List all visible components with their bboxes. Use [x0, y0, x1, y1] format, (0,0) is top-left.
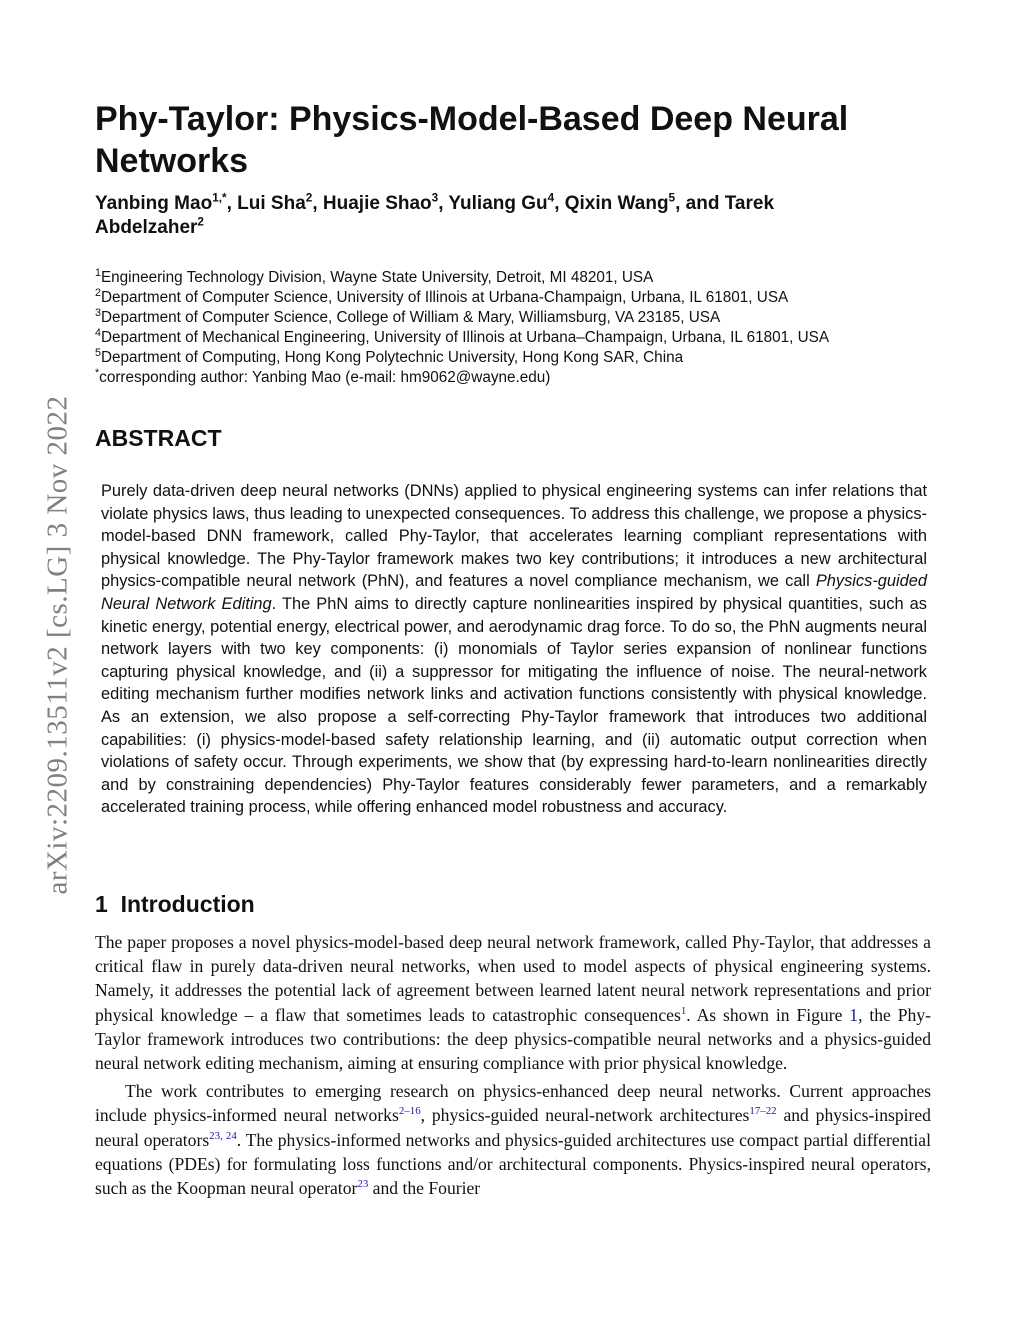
citation-link[interactable]: 23, 24	[209, 1129, 237, 1142]
introduction-body	[95, 930, 931, 1204]
affiliation-item: $^3$Department of Computer Science, College of William & Mary, Williamsburg, VA 23185, USA	[95, 306, 721, 326]
figure-reference-link[interactable]: 1	[849, 1004, 859, 1025]
affiliation-item: *corresponding author: Yanbing Mao (e-mail: hm9062@wayne.edu)	[95, 366, 551, 386]
author: Yanbing Mao$^{1,*}$,	[95, 191, 238, 214]
author: Tarek Abdelzaher$^2$	[95, 193, 775, 238]
affiliation-item: $^4$Department of Mechanical Engineering, University of Illinois at Urbana–Champaign, Urbana, IL 61801, USA	[95, 326, 830, 346]
author: Yuliang Gu$^4$,	[448, 191, 565, 214]
affiliation-item: $^2$Department of Computer Science, University of Illinois at Urbana-Champaign, Urbana, IL 61801, USA	[95, 286, 789, 306]
author-list	[95, 192, 855, 240]
paper-title: Phy-Taylor: Physics-Model-Based Deep Neural Networks	[95, 100, 849, 180]
citation-link[interactable]: 17–22	[749, 1105, 777, 1118]
affiliation-item: $^1$Engineering Technology Division, Wayne State University, Detroit, MI 48201, USA	[95, 266, 654, 286]
citation-link[interactable]: 1	[680, 1004, 687, 1017]
author: Lui Sha$^2$,	[237, 191, 323, 214]
author: Qixin Wang$^5$, and	[564, 191, 725, 214]
affiliation-list	[95, 268, 931, 388]
paragraph: The paper proposes a novel physics-model-based deep neural network framework, called Phy-Taylor, that addresses a critical flaw in purely data-driven neural networks, when used to model aspects of physical engineering systems. Namely, it addresses the potential lack of agreement between learned latent neural network representations and prior physical knowledge – a flaw that sometimes leads to catastrophic consequences$^1$. As shown in Figure 1, the Phy-Taylor framework introduces two contributions: the deep physics-compatible neural networks and a physics-guided neural network editing mechanism, aiming at ensuring compliance with prior physical knowledge.	[95, 932, 931, 1074]
citation-link[interactable]: 23	[357, 1178, 369, 1191]
abstract-heading: ABSTRACT	[95, 425, 222, 451]
author: Huajie Shao$^3$,	[322, 191, 449, 214]
arxiv-identifier-stamp: arXiv:2209.13511v2 [cs.LG] 3 Nov 2022	[41, 395, 74, 895]
affiliation-item: $^5$Department of Computing, Hong Kong Polytechnic University, Hong Kong SAR, China	[95, 346, 684, 366]
citation-link[interactable]: 2–16	[398, 1105, 421, 1118]
section-heading-introduction: 1 Introduction	[95, 891, 255, 917]
abstract-emphasis: Physics-guided Neural Network Editing	[101, 572, 927, 613]
paragraph: The work contributes to emerging research on physics-enhanced deep neural networks. Current approaches include physics-informed neural networks$^{2-16}$, physics-guided neural-network architectures$^{17-22}$ and physics-inspired neural operators$^{23, 24}$. The physics-informed networks and physics-guided architectures use compact partial differential equations (PDEs) for formulating loss functions and/or architectural components. Physics-inspired neural operators, such as the Koopman neural operator$^{23}$ and the Fourier	[95, 1081, 931, 1199]
abstract-text: Purely data-driven deep neural networks (DNNs) applied to physical engineering systems can infer relations that violate physics laws, thus leading to unexpected consequences. To address this challenge, we propose a physics-model-based DNN framework, called Phy-Taylor, that accelerates learning compliant representations with physical knowledge. The Phy-Taylor framework makes two key contributions; it introduces a new architectural physics-compatible neural network (PhN), and features a novel compliance mechanism, we call Physics-guided Neural Network Editing. The PhN aims to directly capture nonlinearities inspired by physical quantities, such as kinetic energy, potential energy, electrical power, and aerodynamic drag force. To do so, the PhN augments neural network layers with two key components: (i) monomials of Taylor series expansion of nonlinear functions capturing physical knowledge, and (ii) a suppressor for mitigating the influence of noise. The neural-network editing mechanism further modifies network links and activation functions consistently with physical knowledge. As an extension, we also propose a self-correcting Phy-Taylor framework that introduces two additional capabilities: (i) physics-model-based safety relationship learning, and (ii) automatic output correction when violations of safety occur. Through experiments, we show that (by expressing hard-to-learn nonlinearities directly and by constraining dependencies) Phy-Taylor features considerably fewer parameters, and a remarkably accelerated training process, while offering enhanced model robustness and accuracy.	[101, 482, 927, 817]
